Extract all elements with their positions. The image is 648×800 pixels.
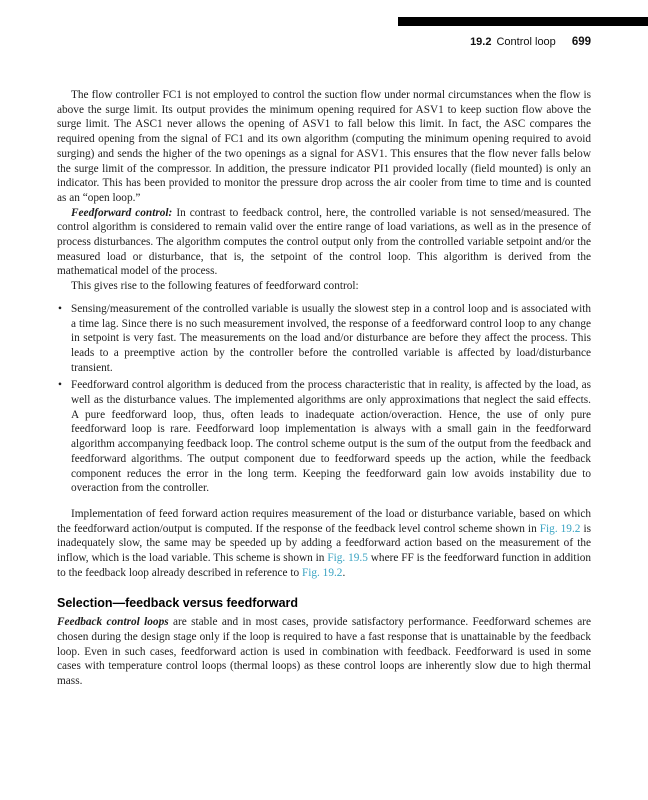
paragraph-features-intro: This gives rise to the following features of feedforward control:: [71, 280, 359, 293]
figure-link-19-5[interactable]: Fig. 19.5: [327, 552, 368, 565]
feedforward-features-list: [57, 302, 591, 496]
paragraph-text: In contrast to feedback control, here, the controlled variable is not sensed/measured. The control algorithm is considered to remain valid over the entire range of load variations, as well as in the presence of process disturbances. The algorithm computes the control output only from the controlled variable setpoint and/or the measured load or disturbance, that is, the setpoint of the control loop. This algorithm is derived from the mathematical model of the process.: [57, 206, 591, 278]
section-heading-selection: Selection—feedback versus feedforward: [57, 595, 299, 610]
paragraph-text: where FF is the feedforward function in addition to the feedback loop already described in reference to: [57, 552, 592, 579]
paragraph-implementation: [57, 507, 591, 581]
paragraph-text: .: [342, 566, 346, 579]
run-in-heading-feedforward: Feedforward control:: [71, 206, 173, 219]
paragraph-text: Implementation of feed forward action requires measurement of the load or disturbance variable, based on which the feedforward action/output is computed. If the response of the feedback level control scheme shown in: [57, 507, 591, 535]
page-body: [57, 88, 591, 689]
running-head: [57, 36, 591, 48]
list-item: • Sensing/measurement of the controlled variable is usually the slowest step in a control loop and is associated with a time lag. Since there is no such measurement involved, the response of a feedforward control loop to any change in setpoint is very fast. The measurements on the load and/or disturbance are before they affect the process. This leads to a preemptive action by the controller before the controlled variable is affected by load/disturbance transient.: [57, 302, 591, 376]
paragraph-text: is inadequately slow, the same may be speeded up by adding a feedforward action based on the measurement of the inflow, which is the load variable. This scheme is shown in: [57, 522, 591, 565]
section-title: Control loop: [496, 36, 556, 48]
run-in-heading-feedback: Feedback control loops: [57, 616, 169, 629]
header-bar: [398, 17, 648, 26]
list-item: • Feedforward control algorithm is deduced from the process characteristic that in reality, is affected by the load, as well as the disturbance values. The implemented algorithms are only approximations that neglect the said effects. A pure feedforward loop, thus, often leads to inadequate action/overaction. Hence, the use of only pure feedforward loop is rare. Feedforward loop implementation is always with a small gain in the feedforward algorithm accompanying feedback loop. The control scheme output is the sum of the output from the feedback and feedforward algorithms. The output component due to feedforward speeds up the action, while the feedback component reduces the error in the long term. Keeping the feedforward gain low avoids instability due to overaction from the controller.: [57, 378, 591, 496]
paragraph-text: are stable and in most cases, provide satisfactory performance. Feedforward schemes are chosen during the design stage only if the loop is required to have a fast response that is unattainable by the feedback loop. Even in such cases, feedforward action is used in combination with feedback. Feedforward is used in some cases with temperature control loops (thermal loops) as these control loops are inherently slow due to high thermal mass.: [57, 616, 592, 688]
paragraph-feedforward-control: [57, 206, 591, 280]
page-number: 699: [571, 36, 591, 48]
section-number: 19.2: [470, 36, 492, 48]
figure-link-19-2-b[interactable]: Fig. 19.2: [301, 566, 343, 579]
paragraph-feedback-loops: [57, 615, 591, 689]
paragraph-flow-controller: The flow controller FC1 is not employed to control the suction flow under normal circumstances when the flow is above the surge limit. Its output provides the minimum opening required for ASV1 to keep suction flow above the surge limit. The ASC1 never allows the opening of ASV1 to fall below this limit. In fact, the ASC compares the required opening from the signal of FC1 and its own algorithm (computing the minimum opening required to avoid surging) and sends the higher of the two openings as a signal for ASV1. This ensures that the flow never falls below the surge limit of the compressor. In addition, the pressure indicator PI1 provided locally (field mounted) is only an indicator. This has been provided to monitor the pressure drop across the air cooler from time to time and is counted as an “open loop.”: [57, 89, 591, 204]
figure-link-19-2[interactable]: Fig. 19.2: [539, 522, 581, 535]
